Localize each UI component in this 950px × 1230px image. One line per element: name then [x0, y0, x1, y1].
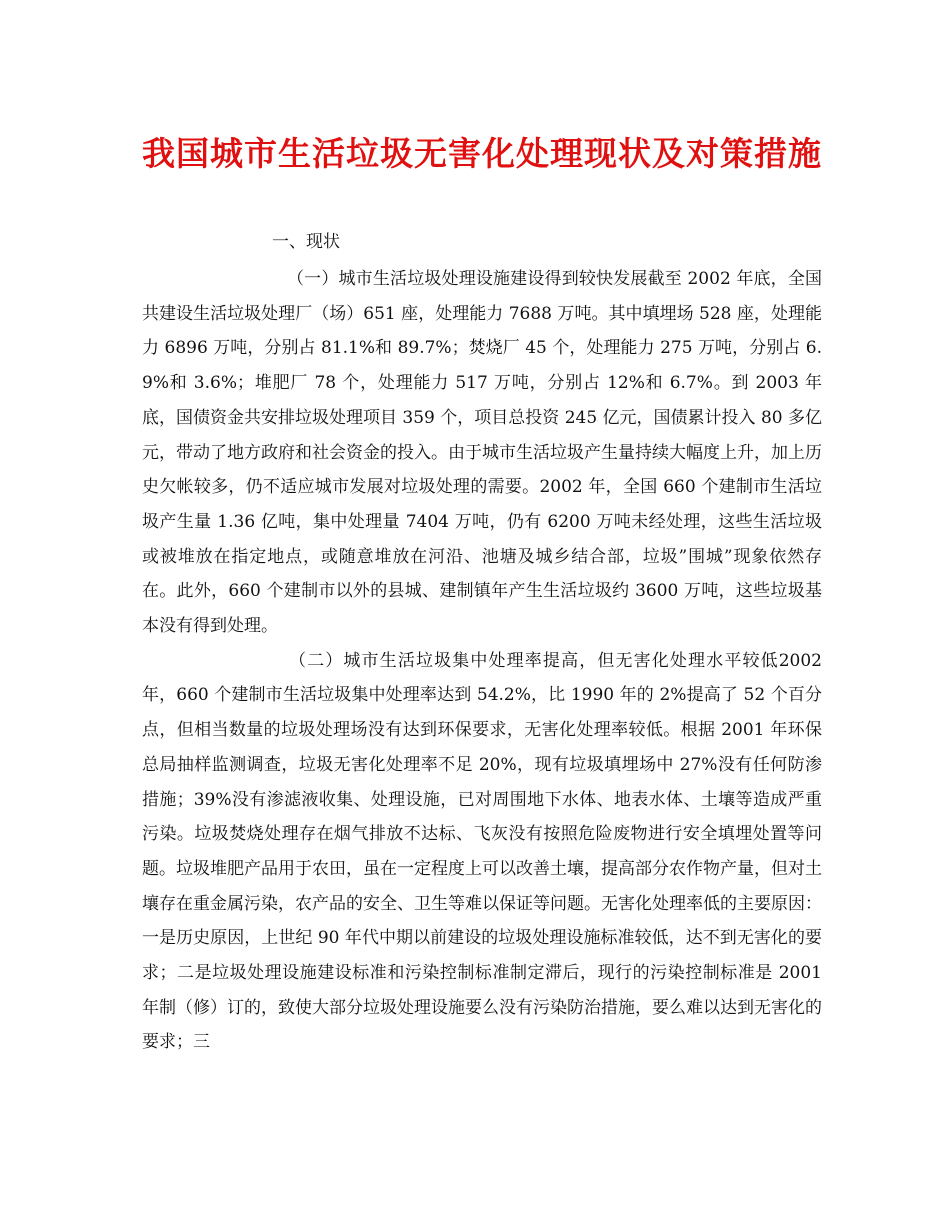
- paragraph-1-text: 截至 2002 年底，全国共建设生活垃圾处理厂（场）651 座，处理能力 7688 万吨。其中填埋场 528 座，处理能力 6896 万吨，分别占 81.1%和 89.7%；焚烧厂 45 个，处理能力 275 万吨，分别占 6.9%和 3.6%；堆肥厂 78 个，处理能力 517 万吨，分别占 12%和 6.7%。到 2003 年底，国债资金共安排垃圾处理项目 359 个，项目总投资 245 亿元，国债累计投入 80 多亿元，带动了地方政府和社会资金的投入。由于城市生活垃圾产生量持续大幅度上升，加上历史欠帐较多，仍不适应城市发展对垃圾处理的需要。2002 年，全国 660 个建制市生活垃圾产生量 1.36 亿吨，集中处理量 7404 万吨，仍有 6200 万吨未经处理，这些生活垃圾或被堆放在指定地点，或随意堆放在河沿、池塘及城乡结合部，垃圾”围城”现象依然存在。此外，660 个建制市以外的县城、建制镇年产生生活垃圾约 3600 万吨，这些垃圾基本没有得到处理。: [142, 269, 823, 637]
- document-title: 我国城市生活垃圾无害化处理现状及对策措施: [142, 134, 822, 173]
- section-heading: 一、现状: [272, 232, 340, 252]
- paragraph-1-lead: （一）城市生活垃圾处理设施建设得到较快发展: [287, 269, 648, 289]
- paragraph-1: [142, 262, 822, 644]
- paragraph-2-lead: （二）城市生活垃圾集中处理率提高，但无害化处理水平较低: [289, 650, 779, 671]
- paragraph-2: [142, 644, 822, 1060]
- paragraph-2-text: 2002 年，660 个建制市生活垃圾集中处理率达到 54.2%，比 1990 年的 2%提高了 52 个百分点，但相当数量的垃圾处理场没有达到环保要求，无害化处理率较低。根据 2001 年环保总局抽样监测调查，垃圾无害化处理率不足 20%，现有垃圾填埋场中 27%没有任何防渗措施；39%没有渗滤液收集、处理设施，已对周围地下水体、地表水体、土壤等造成严重污染。垃圾焚烧处理存在烟气排放不达标、飞灰没有按照危险废物进行安全填埋处置等问题。垃圾堆肥产品用于农田，虽在一定程度上可以改善土壤，提高部分农作物产量，但对土壤存在重金属污染，农产品的安全、卫生等难以保证等问题。无害化处理率低的主要原因：一是历史原因，上世纪 90 年代中期以前建设的垃圾处理设施标准较低，达不到无害化的要求；二是垃圾处理设施建设标准和污染控制标准制定滞后，现行的污染控制标准是 2001 年制（修）订的，致使大部分垃圾处理设施要么没有污染防治措施，要么难以达到无害化的要求；三: [142, 650, 822, 1053]
